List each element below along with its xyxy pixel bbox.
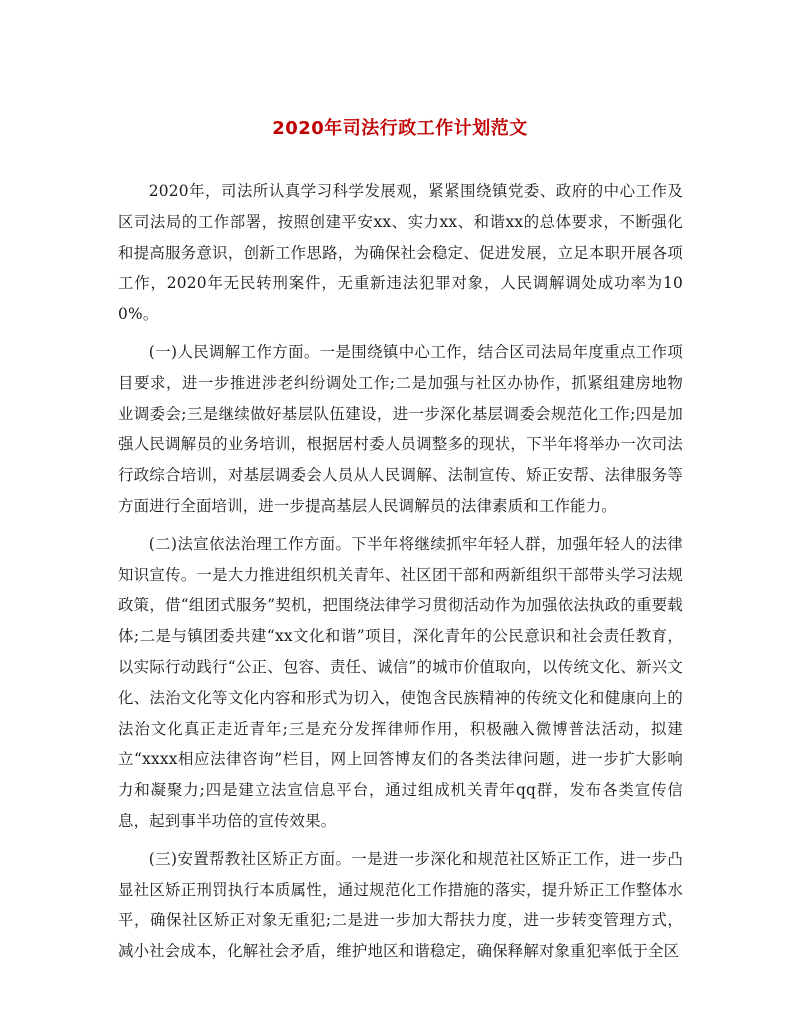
- document-body: [118, 176, 683, 974]
- paragraph-intro: 2020年，司法所认真学习科学发展观，紧紧围绕镇党委、政府的中心工作及区司法局的工作部署，按照创建平安xx、实力xx、和谐xx的总体要求，不断强化和提高服务意识，创新工作思路，为确保社会稳定、促进发展，立足本职开展各项工作，2020年无民转刑案件，无重新违法犯罪对象，人民调解调处成功率为100%。: [118, 182, 683, 324]
- document-title: 2020年司法行政工作计划范文: [272, 118, 528, 139]
- paragraph-people-mediation: (一)人民调解工作方面。一是围绕镇中心工作，结合区司法局年度重点工作项目要求，进一步推进涉老纠纷调处工作;二是加强与社区办协作，抓紧组建房地物业调委会;三是继续做好基层队伍建设，进一步深化基层调委会规范化工作;四是加强人民调解员的业务培训，根据居村委人员调整多的现状，下半年将举办一次司法行政综合培训，对基层调委会人员从人民调解、法制宣传、矫正安帮、法律服务等方面进行全面培训，进一步提高基层人民调解员的法律素质和工作能力。: [118, 342, 683, 515]
- paragraph-community-correction: (三)安置帮教社区矫正方面。一是进一步深化和规范社区矫正工作，进一步凸显社区矫正刑罚执行本质属性，通过规范化工作措施的落实，提升矫正工作整体水平，确保社区矫正对象无重犯;二是进一步加大帮扶力度，进一步转变管理方式，减小社会成本，化解社会矛盾，维护地区和谐稳定，确保释解对象重犯率低于全区: [118, 849, 683, 961]
- paragraph-legal-publicity: (二)法宣依法治理工作方面。下半年将继续抓牢年轻人群，加强年轻人的法律知识宣传。一是大力推进组织机关青年、社区团干部和两新组织干部带头学习法规政策，借“组团式服务”契机，把围绕法律学习贯彻活动作为加强依法执政的重要载体;二是与镇团委共建“xx文化和谐”项目，深化青年的公民意识和社会责任教育，以实际行动践行“公正、包容、责任、诚信”的城市价值取向，以传统文化、新兴文化、法治文化等文化内容和形式为切入，使饱含民族精神的传统文化和健康向上的法治文化真正走近青年;三是充分发挥律师作用，积极融入微博普法活动，拟建立“xxxx相应法律咨询”栏目，网上回答博友们的各类法律问题，进一步扩大影响力和凝聚力;四是建立法宣信息平台，通过组成机关青年qq群，发布各类宣传信息，起到事半功倍的宣传效果。: [118, 534, 683, 830]
